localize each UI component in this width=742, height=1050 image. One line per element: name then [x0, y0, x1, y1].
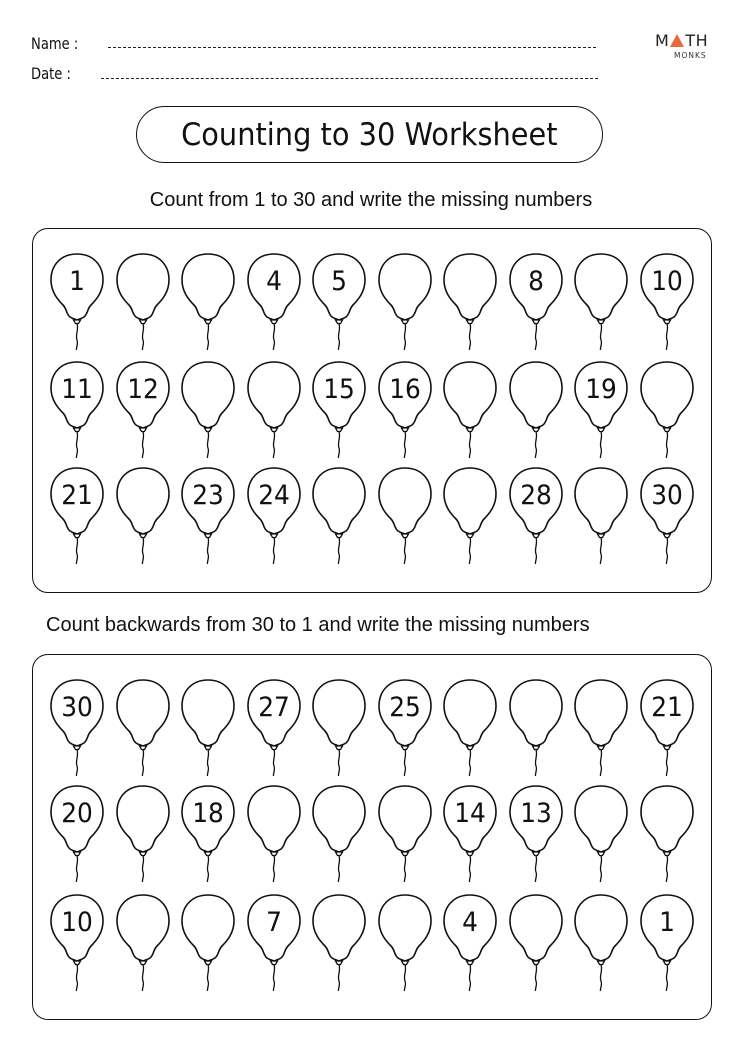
balloon-blank[interactable]: [310, 678, 368, 776]
balloon-number: 21: [61, 480, 93, 511]
balloon-blank[interactable]: [114, 252, 172, 350]
name-input-line[interactable]: [108, 47, 596, 48]
logo-wordmark: [655, 32, 715, 49]
name-field-row: [31, 34, 89, 53]
balloon-blank[interactable]: [507, 678, 565, 776]
balloon-number: 1: [658, 907, 675, 938]
logo-letters-th: TH: [685, 31, 709, 50]
balloon-numbered: [507, 252, 565, 350]
balloon-number: 21: [650, 692, 683, 723]
logo-letter-m: M: [655, 31, 670, 50]
balloon-numbered: [376, 678, 434, 776]
balloon-number: 10: [650, 266, 683, 297]
balloon-number: 18: [192, 798, 224, 829]
balloon-numbered: [48, 466, 106, 564]
balloon-number: 24: [257, 480, 290, 511]
balloon-numbered: [638, 252, 696, 350]
balloon-icon: [114, 784, 172, 882]
balloon-blank[interactable]: [245, 784, 303, 882]
balloon-number: 30: [61, 692, 93, 723]
balloon-blank[interactable]: [376, 784, 434, 882]
balloon-icon: [507, 893, 565, 991]
balloon-icon: [441, 252, 499, 350]
title-pill: [136, 106, 603, 163]
balloon-icon: [114, 893, 172, 991]
balloon-number: 15: [323, 374, 355, 405]
balloon-blank[interactable]: [376, 252, 434, 350]
balloon-icon: [310, 784, 368, 882]
balloon-icon: [310, 466, 368, 564]
balloon-number: 23: [192, 480, 224, 511]
balloon-blank[interactable]: [114, 784, 172, 882]
balloon-icon: [179, 360, 237, 458]
balloon-number: 8: [527, 266, 544, 297]
balloon-icon: [245, 360, 303, 458]
balloon-numbered: [245, 893, 303, 991]
balloon-icon: [441, 466, 499, 564]
balloon-blank[interactable]: [310, 466, 368, 564]
balloon-blank[interactable]: [441, 678, 499, 776]
balloon-icon: [572, 893, 630, 991]
balloon-icon: [376, 466, 434, 564]
balloon-blank[interactable]: [638, 784, 696, 882]
date-input-line[interactable]: [101, 78, 598, 79]
balloon-blank[interactable]: [507, 360, 565, 458]
balloon-number: 16: [388, 374, 421, 405]
name-label: Name :: [31, 34, 79, 53]
balloon-numbered: [179, 466, 237, 564]
balloon-blank[interactable]: [638, 360, 696, 458]
balloon-number: 7: [265, 907, 282, 938]
balloon-icon: [441, 678, 499, 776]
balloon-icon: [114, 466, 172, 564]
balloon-blank[interactable]: [376, 893, 434, 991]
balloon-icon: [638, 784, 696, 882]
balloon-blank[interactable]: [310, 784, 368, 882]
balloon-number: 20: [61, 798, 93, 829]
balloon-numbered: [48, 678, 106, 776]
balloon-icon: [179, 678, 237, 776]
balloon-blank[interactable]: [376, 466, 434, 564]
balloon-numbered: [245, 466, 303, 564]
section-1-instruction: Count from 1 to 30 and write the missing numbers: [149, 189, 593, 211]
balloon-blank[interactable]: [179, 678, 237, 776]
balloon-number: 4: [462, 907, 478, 938]
balloon-icon: [376, 893, 434, 991]
balloon-blank[interactable]: [572, 252, 630, 350]
balloon-icon: [310, 893, 368, 991]
balloon-number: 10: [61, 907, 93, 938]
balloon-icon: [179, 252, 237, 350]
balloon-numbered: [441, 893, 499, 991]
date-label: Date :: [31, 64, 71, 83]
balloon-number: 13: [519, 798, 552, 829]
balloon-numbered: [441, 784, 499, 882]
balloon-numbered: [48, 893, 106, 991]
balloon-icon: [572, 252, 630, 350]
balloon-blank[interactable]: [441, 360, 499, 458]
balloon-numbered: [48, 252, 106, 350]
balloon-numbered: [507, 784, 565, 882]
balloon-blank[interactable]: [179, 893, 237, 991]
date-field-row: [31, 64, 80, 83]
balloon-number: 11: [61, 374, 93, 405]
balloon-icon: [441, 360, 499, 458]
balloon-icon: [114, 252, 172, 350]
balloon-blank[interactable]: [179, 360, 237, 458]
balloon-number: 4: [265, 266, 282, 297]
balloon-icon: [507, 360, 565, 458]
balloon-number: 12: [126, 374, 159, 405]
balloon-blank[interactable]: [572, 678, 630, 776]
balloon-blank[interactable]: [114, 678, 172, 776]
balloon-blank[interactable]: [507, 893, 565, 991]
balloon-blank[interactable]: [179, 252, 237, 350]
balloon-numbered: [310, 252, 368, 350]
balloon-icon: [310, 678, 368, 776]
balloon-icon: [572, 678, 630, 776]
balloon-number: 19: [585, 374, 617, 405]
balloon-numbered: [310, 360, 368, 458]
balloon-numbered: [638, 466, 696, 564]
balloon-numbered: [179, 784, 237, 882]
balloon-number: 5: [331, 266, 347, 297]
balloon-number: 1: [69, 266, 85, 297]
page-title: Counting to 30 Worksheet: [181, 116, 558, 153]
balloon-number: 25: [388, 692, 421, 723]
triangle-icon: [670, 34, 684, 47]
balloon-numbered: [572, 360, 630, 458]
balloon-blank[interactable]: [572, 784, 630, 882]
balloon-icon: [507, 678, 565, 776]
balloon-icon: [179, 893, 237, 991]
balloon-icon: [376, 252, 434, 350]
math-monks-logo: [655, 32, 715, 62]
balloon-numbered: [114, 360, 172, 458]
balloon-blank[interactable]: [114, 466, 172, 564]
logo-subtitle: MONKS: [674, 51, 707, 60]
balloon-icon: [572, 466, 630, 564]
balloon-icon: [638, 360, 696, 458]
balloon-numbered: [507, 466, 565, 564]
balloon-blank[interactable]: [114, 893, 172, 991]
balloon-numbered: [245, 252, 303, 350]
balloon-blank[interactable]: [572, 893, 630, 991]
balloon-blank[interactable]: [441, 466, 499, 564]
balloon-icon: [376, 784, 434, 882]
balloon-numbered: [638, 678, 696, 776]
balloon-blank[interactable]: [310, 893, 368, 991]
balloon-number: 30: [650, 480, 683, 511]
balloon-blank[interactable]: [572, 466, 630, 564]
balloon-icon: [245, 784, 303, 882]
balloon-numbered: [48, 360, 106, 458]
balloon-numbered: [638, 893, 696, 991]
balloon-numbered: [376, 360, 434, 458]
balloon-number: 28: [519, 480, 552, 511]
section-2-instruction: Count backwards from 30 to 1 and write the missing numbers: [46, 614, 590, 636]
balloon-icon: [572, 784, 630, 882]
balloon-number: 14: [454, 798, 486, 829]
balloon-numbered: [245, 678, 303, 776]
balloon-numbered: [48, 784, 106, 882]
balloon-number: 27: [257, 692, 290, 723]
balloon-blank[interactable]: [245, 360, 303, 458]
balloon-icon: [114, 678, 172, 776]
balloon-blank[interactable]: [441, 252, 499, 350]
